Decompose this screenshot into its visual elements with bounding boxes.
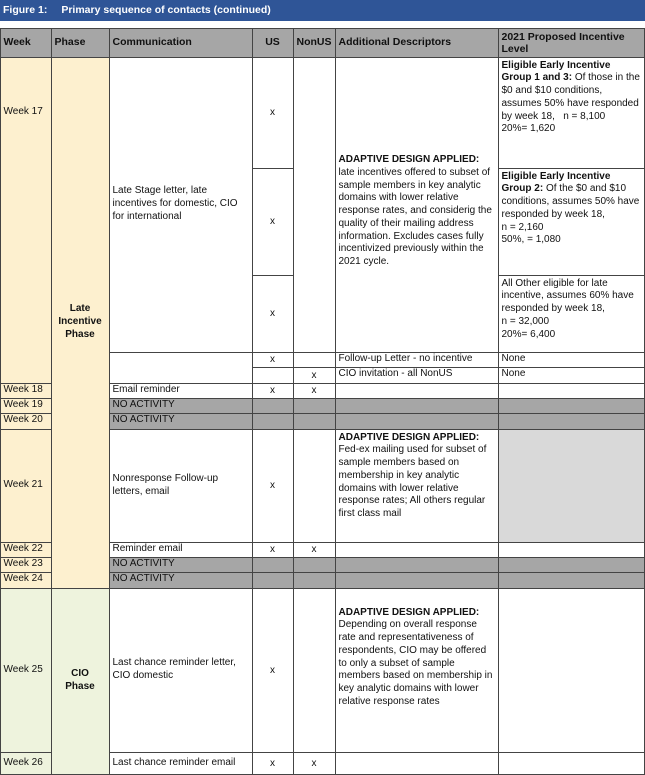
incentive-none-followup — [498, 352, 645, 368]
nonus-mark-wk22 — [293, 542, 336, 558]
nonus-mark-wk26 — [293, 752, 336, 775]
nonus-gray-19 — [293, 398, 336, 414]
nonus-empty-wk25 — [293, 588, 336, 753]
us-mark-wk18-x: x — [270, 385, 275, 396]
us-mark-wk21-x: x — [270, 480, 275, 491]
nonus-empty-wk17 — [293, 57, 336, 353]
incentive-other-pct: 20%= 6,400 — [501, 328, 556, 340]
incentive-empty-wk25 — [498, 588, 645, 753]
desc-cio-invitation — [335, 367, 499, 384]
no-activity-19-text: NO ACTIVITY — [112, 398, 175, 410]
desc-cio-invitation-text: CIO invitation - all NonUS — [338, 367, 453, 379]
figure-label: Figure 1: — [3, 4, 48, 16]
comm-no-activity-24 — [109, 572, 253, 589]
incentive-g13-heading: Eligible Early Incentive Group 1 and 3: — [501, 59, 611, 84]
us-mark-g13 — [252, 57, 294, 169]
us-mark-followup — [252, 352, 294, 368]
nonus-empty-followup — [293, 352, 336, 368]
figure-title — [3, 4, 271, 16]
comm-reminder-email — [109, 542, 253, 558]
incentive-other-n: n = 32,000 — [501, 315, 550, 327]
desc-gray-24 — [335, 572, 499, 589]
header-phase-label: Phase — [54, 36, 86, 49]
figure-title-bar — [0, 0, 645, 21]
incentive-gray-19 — [498, 398, 645, 414]
comm-last-chance-email-text: Last chance reminder email — [112, 756, 236, 768]
week-19-label: Week 19 — [3, 398, 43, 410]
desc-followup-text: Follow-up Letter - no incentive — [338, 352, 473, 364]
nonus-mark-wk18-x: x — [311, 385, 317, 396]
us-gray-20 — [252, 413, 294, 430]
desc-gray-20 — [335, 413, 499, 430]
comm-late-stage — [109, 57, 253, 353]
header-incentive-label: 2021 Proposed Incentive Level — [501, 30, 625, 55]
incentive-none-cio — [498, 367, 645, 384]
nonus-empty-wk21 — [293, 429, 336, 543]
week-18-label: Week 18 — [3, 383, 43, 395]
desc-wk21-text: Fed-ex mailing used for subset of sample members based on membership in key analytic domains with lower relative response rates; All others regular first class mail — [338, 444, 487, 520]
comm-nonresponse-text: Nonresponse Follow-up letters, email — [112, 472, 219, 497]
comm-late-stage-text: Late Stage letter, late incentives for domestic, CIO for international — [112, 185, 238, 222]
us-mark-other — [252, 275, 294, 353]
no-activity-24-text: NO ACTIVITY — [112, 572, 175, 584]
us-gray-24 — [252, 572, 294, 589]
week-23-cell — [0, 557, 52, 573]
phase-late-label: Late Incentive Phase — [58, 303, 102, 340]
no-activity-23-text: NO ACTIVITY — [112, 557, 175, 569]
us-mark-followup-x: x — [270, 354, 275, 365]
desc-wk21-adaptive-label: ADAPTIVE DESIGN APPLIED: — [338, 431, 480, 443]
desc-wk25-text: Depending on overall response rate and representativeness of respondents, CIO may be offered to only a subset of sample members based on membership in key analytic domains with lower relative response rates — [338, 619, 493, 708]
week-25-label: Week 25 — [3, 663, 43, 675]
comm-last-chance-email — [109, 752, 253, 775]
incentive-shaded-wk21 — [498, 429, 645, 543]
header-descriptors — [335, 28, 499, 58]
header-nonus-label: NonUS — [296, 36, 332, 49]
week-19-cell — [0, 398, 52, 414]
header-descriptors-label: Additional Descriptors — [338, 36, 452, 49]
desc-empty-wk26 — [335, 752, 499, 775]
incentive-other-body: All Other eligible for late incentive, assumes 60% have responded by week 18, — [501, 277, 634, 315]
comm-late-stage-lower — [109, 352, 253, 384]
us-mark-wk25-x: x — [270, 664, 275, 676]
incentive-empty-wk26 — [498, 752, 645, 775]
header-phase — [51, 28, 110, 58]
us-mark-wk22-x: x — [270, 544, 275, 555]
incentive-empty-wk22 — [498, 542, 645, 558]
desc-wk25 — [335, 588, 499, 753]
week-24-label: Week 24 — [3, 572, 43, 584]
us-mark-g2-x: x — [270, 216, 275, 227]
incentive-g13-pct: 20%= 1,620 — [501, 123, 556, 135]
week-17-cell — [0, 57, 52, 384]
week-20-label: Week 20 — [3, 413, 43, 425]
week-23-label: Week 23 — [3, 557, 43, 569]
desc-wk17-adaptive-label: ADAPTIVE DESIGN APPLIED: — [338, 153, 480, 165]
week-21-label: Week 21 — [3, 479, 43, 491]
header-week — [0, 28, 52, 58]
incentive-group-2 — [498, 168, 645, 276]
figure-title-text: Primary sequence of contacts (continued) — [61, 4, 271, 16]
us-mark-g2 — [252, 168, 294, 276]
desc-gray-23 — [335, 557, 499, 573]
incentive-g13-n: n = 8,100 — [563, 110, 606, 122]
nonus-mark-cio-invite-x: x — [311, 369, 317, 381]
week-21-cell — [0, 429, 52, 543]
incentive-g13-body: Of those in the $0 and $10 conditions, assumes 50% have responded by week 18, — [501, 72, 640, 122]
nonus-mark-cio-invite — [293, 367, 336, 384]
desc-empty-wk22 — [335, 542, 499, 558]
comm-last-chance-letter — [109, 588, 253, 753]
comm-email-reminder-text: Email reminder — [112, 383, 180, 395]
incentive-gray-23 — [498, 557, 645, 573]
week-24-cell — [0, 572, 52, 589]
incentive-g2-n: n = 2,160 — [501, 221, 544, 233]
desc-gray-19 — [335, 398, 499, 414]
us-mark-wk25 — [252, 588, 294, 753]
phase-late-incentive — [51, 57, 110, 589]
comm-reminder-email-text: Reminder email — [112, 542, 183, 554]
nonus-gray-23 — [293, 557, 336, 573]
incentive-gray-20 — [498, 413, 645, 430]
us-gray-23 — [252, 557, 294, 573]
us-mark-wk21 — [252, 429, 294, 543]
us-empty-cio-invite — [252, 367, 294, 384]
nonus-gray-24 — [293, 572, 336, 589]
week-20-cell — [0, 413, 52, 430]
incentive-group-1-3 — [498, 57, 645, 169]
incentive-g2-body: Of the $0 and $10 conditions, assumes 50% have responded by week 18, — [501, 183, 640, 220]
comm-no-activity-23 — [109, 557, 253, 573]
us-mark-wk22 — [252, 542, 294, 558]
comm-email-reminder — [109, 383, 253, 399]
week-26-label: Week 26 — [3, 756, 43, 768]
incentive-all-other — [498, 275, 645, 353]
week-26-cell — [0, 752, 52, 775]
incentive-none-followup-text: None — [501, 352, 526, 364]
week-25-cell — [0, 588, 52, 753]
phase-cio — [51, 588, 110, 775]
header-nonus — [293, 28, 336, 58]
us-mark-wk26-x: x — [270, 757, 275, 769]
comm-no-activity-20 — [109, 413, 253, 430]
desc-wk21 — [335, 429, 499, 543]
no-activity-20-text: NO ACTIVITY — [112, 413, 175, 425]
week-17-label: Week 17 — [3, 105, 43, 117]
nonus-mark-wk18 — [293, 383, 336, 399]
week-22-cell — [0, 542, 52, 558]
incentive-g2-heading: Eligible Early Incentive Group 2: — [501, 170, 611, 195]
desc-empty-wk18 — [335, 383, 499, 399]
desc-wk25-adaptive-label: ADAPTIVE DESIGN APPLIED: — [338, 606, 480, 618]
incentive-none-cio-text: None — [501, 367, 526, 379]
header-communication — [109, 28, 253, 58]
comm-nonresponse — [109, 429, 253, 543]
us-mark-wk18 — [252, 383, 294, 399]
incentive-gray-24 — [498, 572, 645, 589]
us-gray-19 — [252, 398, 294, 414]
us-mark-other-x: x — [270, 308, 275, 319]
comm-no-activity-19 — [109, 398, 253, 414]
week-18-cell — [0, 383, 52, 399]
nonus-gray-20 — [293, 413, 336, 430]
desc-followup — [335, 352, 499, 368]
week-22-label: Week 22 — [3, 542, 43, 554]
header-us — [252, 28, 294, 58]
phase-cio-label: CIO Phase — [65, 668, 95, 692]
header-us-label: US — [265, 36, 280, 49]
desc-wk17 — [335, 57, 499, 353]
header-communication-label: Communication — [112, 36, 192, 49]
us-mark-g13-x: x — [270, 107, 275, 118]
desc-wk17-text: late incentives offered to subset of sample members in key analytic domains with lower relative response rates, and considerig the quality of their mailing address information. Excludes cases fully incentivized previously within the 2021 cycle. — [338, 166, 492, 268]
header-week-label: Week — [3, 36, 31, 49]
comm-last-chance-letter-text: Last chance reminder letter, CIO domestic — [112, 657, 236, 681]
nonus-mark-wk22-x: x — [311, 544, 317, 555]
incentive-g2-pct: 50%, = 1,080 — [501, 234, 561, 246]
header-incentive — [498, 28, 645, 58]
nonus-mark-wk26-x: x — [311, 757, 317, 769]
incentive-empty-wk18 — [498, 383, 645, 399]
us-mark-wk26 — [252, 752, 294, 775]
